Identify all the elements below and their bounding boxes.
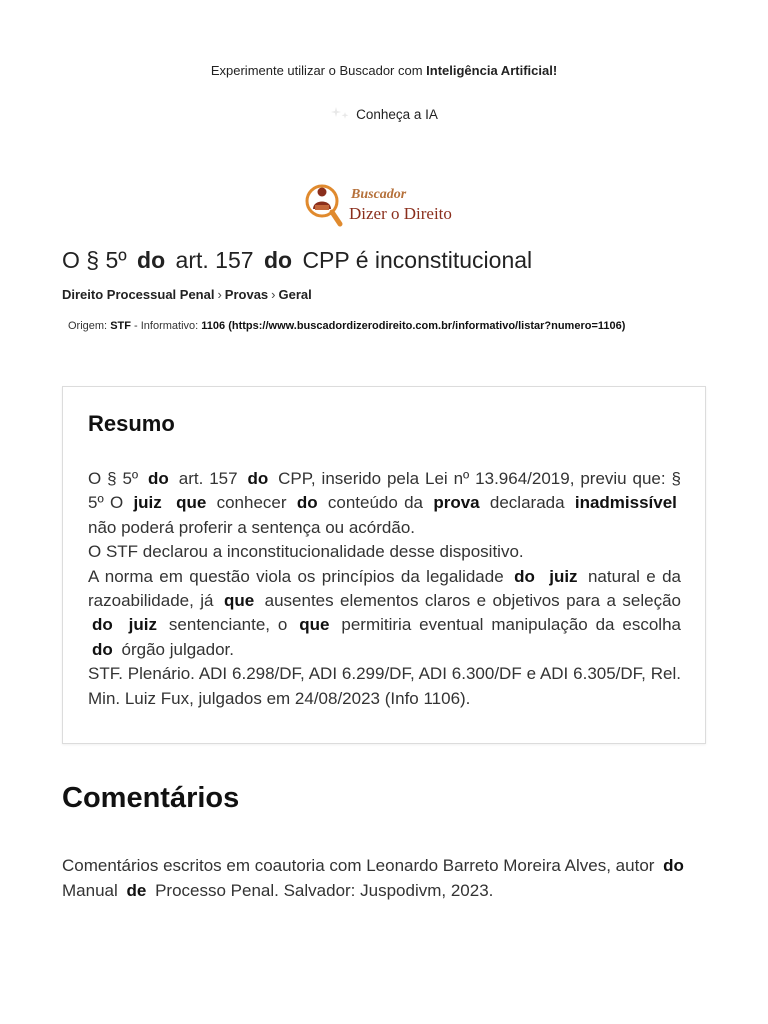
highlighted-term: do (92, 615, 113, 635)
text-run: sentenciante, o (168, 615, 288, 635)
text-run: A norma em questão viola os princípios da legalidade (88, 566, 504, 586)
highlighted-term: do (148, 469, 169, 488)
logo-line1: Buscador (351, 187, 407, 202)
highlighted-term: juiz (133, 493, 162, 513)
text-run: O § 5º (88, 469, 139, 488)
sparkle-icon (330, 105, 352, 123)
origem-line (68, 320, 625, 332)
title-part-1: O § 5º (62, 247, 127, 273)
origem-source: STF (110, 320, 131, 332)
text-run: natural e da razoabilidade, já (88, 566, 682, 611)
resumo-card (62, 386, 706, 744)
text-run: Processo Penal. Salvador: Juspodivm, 2023. (155, 881, 494, 900)
text-run: conhecer (216, 493, 287, 513)
text-run: art. 157 (178, 469, 238, 488)
highlighted-term: do (247, 469, 269, 488)
breadcrumb-separator: › (217, 287, 222, 302)
promo-highlight: Inteligência Artificial! (426, 63, 558, 78)
origem-label: Origem: (68, 320, 108, 332)
title-highlight-2: do (263, 247, 293, 273)
conheca-ia-link[interactable] (0, 105, 768, 123)
highlighted-term: do (663, 856, 684, 875)
highlighted-term: que (176, 493, 207, 513)
text-run: ausentes elementos claros e objetivos para a seleção (264, 591, 681, 611)
resumo-heading: Resumo (88, 411, 175, 436)
highlighted-term: do (92, 639, 113, 659)
logo-line2: Dizer o Direito (349, 204, 452, 223)
text-run: não poderá proferir a sentença ou acórdão. (88, 517, 416, 537)
comentarios-text (62, 853, 708, 903)
title-part-2: art. 157 (175, 247, 254, 273)
text-run: declarada (489, 493, 565, 513)
title-part-3: CPP é inconstitucional (302, 247, 533, 273)
resumo-citation: STF. Plenário. ADI 6.298/DF, ADI 6.299/DF, ADI 6.300/DF e ADI 6.305/DF, Rel. Min. Luiz Fux, julgados em 24/08/2023 (Info 1106). (88, 664, 681, 708)
promo-text: Experimente utilizar o Buscador com (210, 63, 427, 78)
highlighted-term: prova (433, 493, 480, 513)
highlighted-term: inadmissível (574, 493, 677, 513)
resumo-paragraph-3 (88, 565, 681, 663)
origem-informativo-label: - Informativo: (134, 320, 199, 332)
breadcrumb-separator: › (271, 287, 276, 302)
text-run: Manual (62, 881, 118, 900)
breadcrumb (62, 287, 312, 302)
highlighted-term: do (296, 493, 318, 513)
breadcrumb-item-geral[interactable]: Geral (278, 287, 312, 302)
title-highlight-1: do (137, 247, 166, 273)
text-run: órgão julgador. (121, 639, 234, 659)
page-title (62, 247, 532, 274)
text-run: conteúdo da (327, 493, 424, 513)
resumo-paragraph-2: O STF declarou a inconstitucionalidade desse dispositivo. (88, 542, 524, 562)
highlighted-term: de (126, 881, 147, 900)
highlighted-term: juiz (549, 566, 578, 586)
comentarios-heading: Comentários (62, 782, 240, 814)
text-run: Comentários escritos em coautoria com Leonardo Barreto Moreira Alves, autor (62, 856, 655, 875)
text-run: permitiria eventual manipulação da escolha (341, 615, 681, 635)
resumo-paragraph-1 (88, 467, 681, 540)
origem-informativo-link[interactable]: 1106 (https://www.buscadordizerodireito.com.br/informativo/listar?numero=1106) (201, 320, 626, 332)
conheca-ia-label: Conheça a IA (356, 106, 438, 122)
resumo-body (88, 467, 681, 711)
highlighted-term: que (223, 591, 255, 611)
ai-promo-text (0, 63, 768, 78)
highlighted-term: juiz (128, 615, 158, 635)
breadcrumb-item-direito-processual-penal[interactable]: Direito Processual Penal (62, 287, 215, 302)
breadcrumb-item-provas[interactable]: Provas (224, 287, 269, 302)
buscador-logo[interactable] (303, 178, 465, 232)
text-run: CPP, inserido pela Lei nº 13.964/2019, previu que: § 5º O (88, 469, 681, 513)
highlighted-term: que (299, 615, 330, 635)
highlighted-term: do (514, 566, 535, 586)
logo-mark-icon (303, 179, 345, 231)
